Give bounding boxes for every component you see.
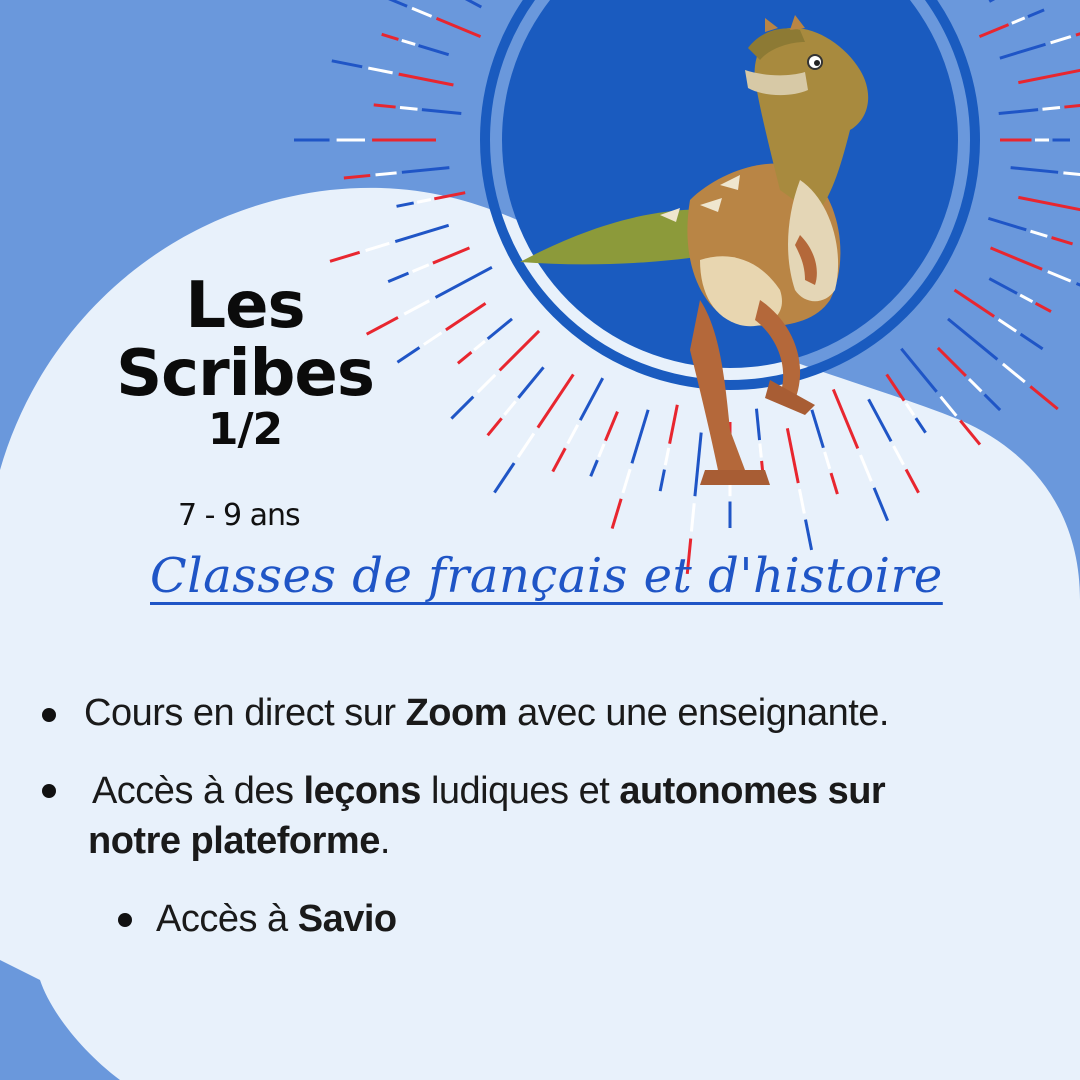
sunburst-ray — [760, 444, 761, 458]
sunburst-ray — [1012, 18, 1025, 23]
sunburst-ray — [985, 395, 1001, 411]
sunburst-ray — [1030, 231, 1047, 236]
sunburst-ray — [1076, 284, 1080, 296]
sunburst-ray — [979, 25, 1008, 37]
sunburst-ray — [941, 397, 957, 416]
sunburst-ray — [376, 173, 397, 175]
sunburst-ray — [1051, 37, 1071, 43]
age-range: 7 - 9 ans — [178, 498, 300, 533]
sunburst-ray — [991, 248, 1043, 269]
sunburst-ray — [436, 18, 480, 36]
bullet-bold: leçons — [303, 770, 421, 812]
sunburst-ray — [1030, 386, 1057, 409]
sunburst-ray — [402, 40, 415, 44]
sunburst-ray — [948, 319, 997, 360]
sunburst-ray — [1018, 70, 1080, 82]
sunburst-ray — [901, 349, 936, 392]
sunburst-ray — [938, 348, 966, 376]
sunburst-ray — [1021, 334, 1043, 349]
bullet-text: Accès à des — [84, 770, 304, 812]
subtitle: Classes de français et d'histoire — [150, 548, 943, 604]
sunburst-ray — [999, 319, 1017, 331]
bullet-text: . — [379, 820, 390, 862]
sunburst-ray — [419, 46, 449, 55]
sunburst-ray — [1020, 295, 1032, 302]
sunburst-ray — [402, 168, 449, 173]
sunburst-ray — [1048, 272, 1071, 281]
poster-title — [95, 269, 395, 455]
sunburst-ray — [999, 110, 1038, 114]
sunburst-ray — [422, 110, 461, 114]
title-line-1: Les — [185, 269, 305, 343]
bullet-text: avec une enseignante. — [507, 692, 889, 734]
bullet-bold: Zoom — [405, 692, 508, 734]
sunburst-ray — [1064, 105, 1080, 107]
sunburst-ray — [1036, 303, 1051, 311]
sunburst-ray — [988, 218, 1026, 229]
sunburst-ray — [332, 61, 362, 67]
sunburst-ray — [989, 279, 1017, 294]
sunburst-ray — [1000, 44, 1046, 58]
sunburst-ray — [954, 290, 994, 317]
title-line-2: Scribes — [116, 337, 374, 411]
sunburst-ray — [989, 0, 1038, 1]
bullet-bold: autonomes sur — [619, 770, 886, 812]
sunburst-ray — [412, 8, 432, 16]
sunburst-ray — [1042, 107, 1060, 109]
sunburst-ray — [382, 34, 399, 39]
bullet-text: ludiques et — [420, 770, 620, 812]
sunburst-ray — [1052, 238, 1073, 244]
sunburst-ray — [400, 107, 418, 109]
title-line-3: 1/2 — [207, 404, 283, 455]
sunburst-ray — [383, 0, 407, 6]
bullet-bold: notre plateforme — [88, 820, 380, 862]
sunburst-ray — [1011, 168, 1058, 173]
sunburst-ray — [1076, 27, 1080, 35]
bullet-bold: Savio — [297, 898, 397, 940]
sunburst-ray — [1028, 10, 1044, 17]
bullet-text: Cours en direct sur — [84, 692, 406, 734]
sunburst-ray — [1003, 364, 1025, 382]
sunburst-ray — [1018, 197, 1080, 209]
sunburst-ray — [344, 175, 370, 178]
bullet-text: Accès à — [156, 898, 298, 940]
sunburst-ray — [969, 379, 981, 391]
sunburst-ray — [425, 0, 481, 7]
sunburst-ray — [1063, 173, 1080, 175]
sunburst-ray — [368, 68, 392, 73]
sunburst-ray — [374, 105, 396, 107]
sunburst-ray — [399, 74, 454, 85]
